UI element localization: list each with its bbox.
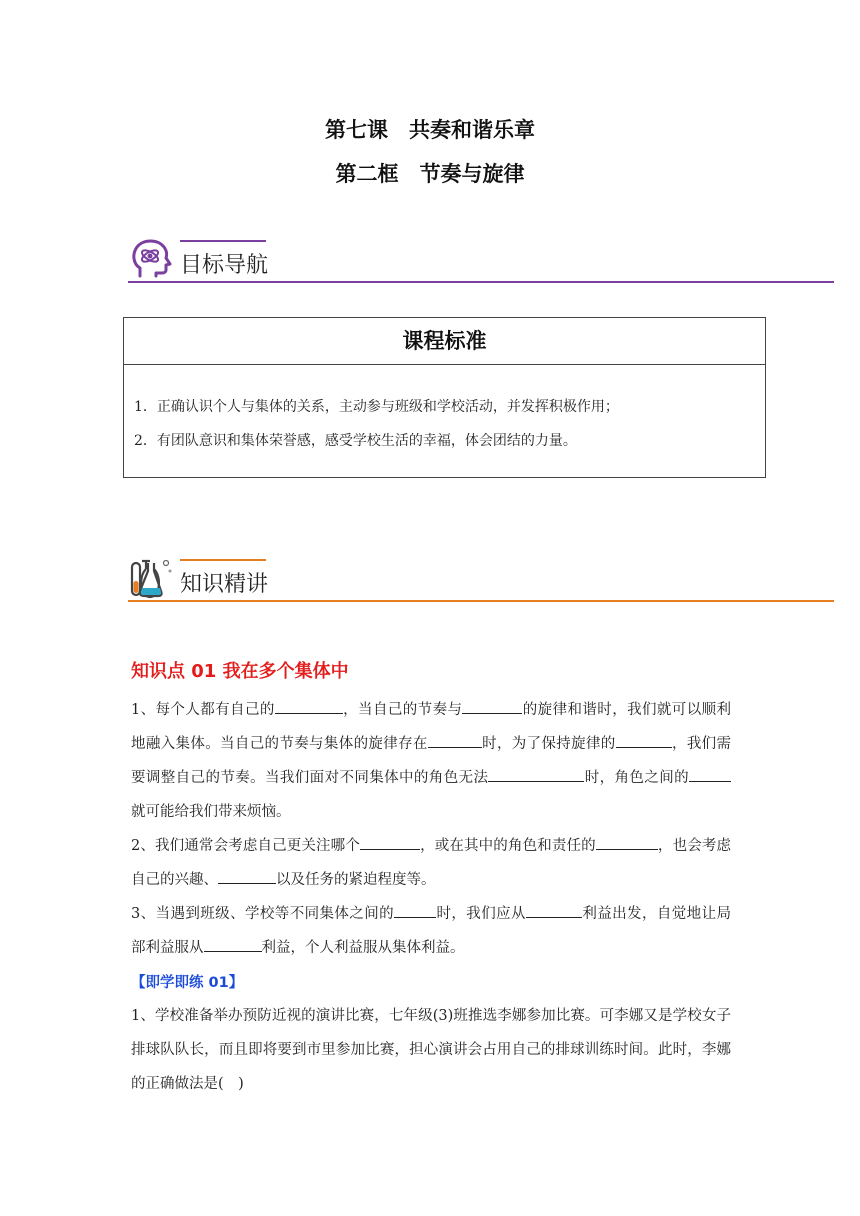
paragraph-text: 1、每个人都有自己的 [131,702,275,718]
fill-blank[interactable] [275,697,343,714]
standard-item-2: 2．有团队意识和集体荣誉感，感受学校生活的幸福，体会团结的力量。 [134,433,577,449]
lesson-title: 第七课 共奏和谐乐章 [325,118,535,142]
fill-blank[interactable] [204,935,262,952]
header-accent-line [180,559,266,561]
goals-label: 目标导航 [180,253,269,278]
knowledge-section-header [128,555,834,607]
header-accent-line [180,240,266,242]
fill-blank[interactable] [616,731,672,748]
fill-blank[interactable] [218,867,276,884]
lab-flask-icon [128,555,174,601]
standard-item-1: 1．正确认识个人与集体的关系，主动参与班级和学校活动，并发挥积极作用； [134,399,619,415]
fill-blank[interactable] [488,765,584,782]
fill-blank[interactable] [394,901,436,918]
paragraph-text: 以及任务的紧迫程度等。 [276,872,436,888]
fill-blank[interactable] [462,697,522,714]
practice-label: 【即学即练 01】 [131,975,244,991]
knowledge-paragraph-2 [131,829,731,897]
fill-blank[interactable] [428,731,482,748]
goals-divider [128,281,834,283]
paragraph-text: 2、我们通常会考虑自己更关注哪个 [131,838,360,854]
paragraph-text: 就可能给我们带来烦恼。 [131,804,291,820]
paragraph-text: 利益，个人利益服从集体利益。 [261,940,465,956]
knowledge-label: 知识精讲 [180,572,269,597]
paragraph-text: ，或在其中的角色和责任的 [419,838,596,854]
fill-blank[interactable] [526,901,582,918]
paragraph-text: ，也会考虑自己的兴趣、 [131,838,731,888]
knowledge-divider [128,600,834,602]
practice-question: 1、学校准备举办预防近视的演讲比赛，七年级(3)班推选李娜参加比赛。可李娜又是学校女子排球队队长，而且即将要到市里参加比赛，担心演讲会占用自己的排球训练时间。此时，李娜的正确做法是( ) [131,1008,731,1092]
head-atom-icon [128,236,174,282]
course-standards-heading: 课程标准 [124,318,765,365]
frame-title: 第二框 节奏与旋律 [335,162,525,186]
paragraph-text: ，当自己的节奏与 [342,702,463,718]
paragraph-text: 时，角色之间的 [584,770,689,786]
goals-section-header [128,236,834,288]
paragraph-text: 3、当遇到班级、学校等不同集体之间的 [131,906,395,922]
paragraph-text: 的旋律和谐时，我们就可以顺利地融入集体。当自己的节奏与集体的旋律存在 [131,702,732,752]
paragraph-text: ，我们需要调整自己的节奏。当我们面对不同集体中的角色无法 [131,736,732,786]
fill-blank[interactable] [360,833,420,850]
paragraph-text: 时，为了保持旋律的 [481,736,616,752]
knowledge-paragraph-1 [131,693,731,829]
course-standards-box [123,317,766,478]
fill-blank[interactable] [596,833,658,850]
fill-blank[interactable] [689,765,731,782]
knowledge-point-title: 知识点 01 我在多个集体中 [131,661,349,682]
paragraph-text: 利益出发，自觉地让局部利益服从 [131,906,731,956]
knowledge-paragraph-3 [131,897,731,965]
paragraph-text: 时，我们应从 [436,906,526,922]
